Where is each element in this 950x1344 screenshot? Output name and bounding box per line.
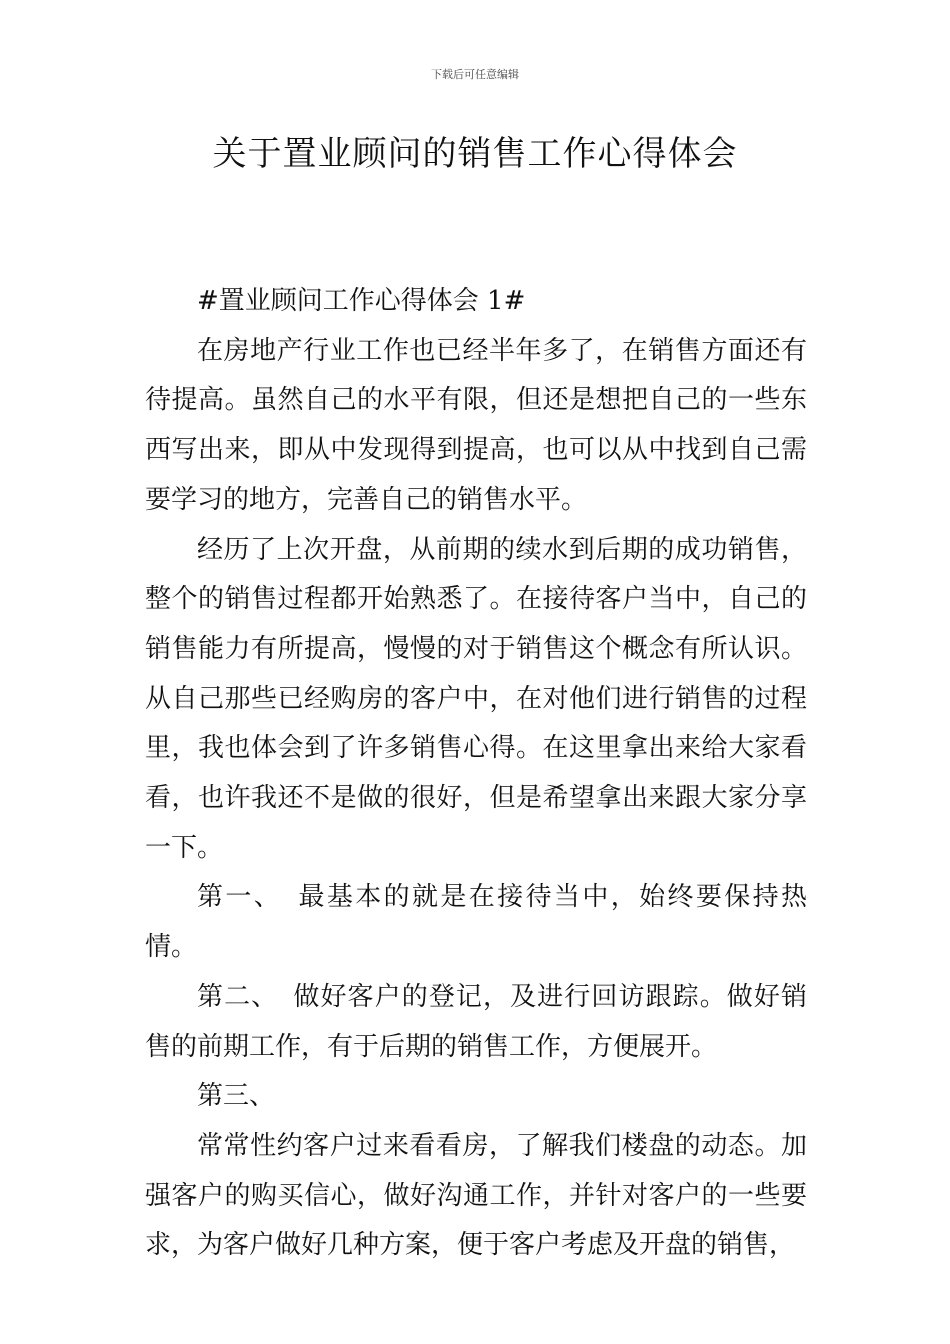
paragraph: 常常性约客户过来看看房，了解我们楼盘的动态。加强客户的购买信心，做好沟通工作，并针对客户的一些要求，为客户做好几种方案，便于客户考虑及开盘的销售， [145,1130,807,1261]
header-note: 下载后可任意编辑 [431,68,519,81]
point-item [145,1072,807,1122]
point-text: 最基本的就是在接待当中，始终要保持热情。 [145,882,807,963]
point-text: 做好客户的登记，及进行回访跟踪。做好销售的前期工作，有于后期的销售工作，方便展开。 [145,981,807,1062]
document-body [145,277,807,1271]
paragraph: 经历了上次开盘，从前期的续水到后期的成功销售，整个的销售过程都开始熟悉了。在接待客户当中，自己的销售能力有所提高，慢慢的对于销售这个概念有所认识。从自己那些已经购房的客户中，在对他们进行销售的过程里，我也体会到了许多销售心得。在这里拿出来给大家看看，也许我还不是做的很好，但是希望拿出来跟大家分享一下。 [145,534,807,863]
point-label: 第三、 [197,1081,276,1112]
point-label: 第二、 [197,981,279,1012]
document-title: 关于置业顾问的销售工作心得体会 [212,134,738,174]
section-heading: #置业顾问工作心得体会 1# [197,286,526,316]
point-label: 第一、 [197,882,283,913]
point-item [145,873,807,972]
point-item [145,973,807,1072]
paragraph: 在房地产行业工作也已经半年多了，在销售方面还有待提高。虽然自己的水平有限，但还是想把自己的一些东西写出来，即从中发现得到提高，也可以从中找到自己需要学习的地方，完善自己的销售水平。 [145,335,807,515]
